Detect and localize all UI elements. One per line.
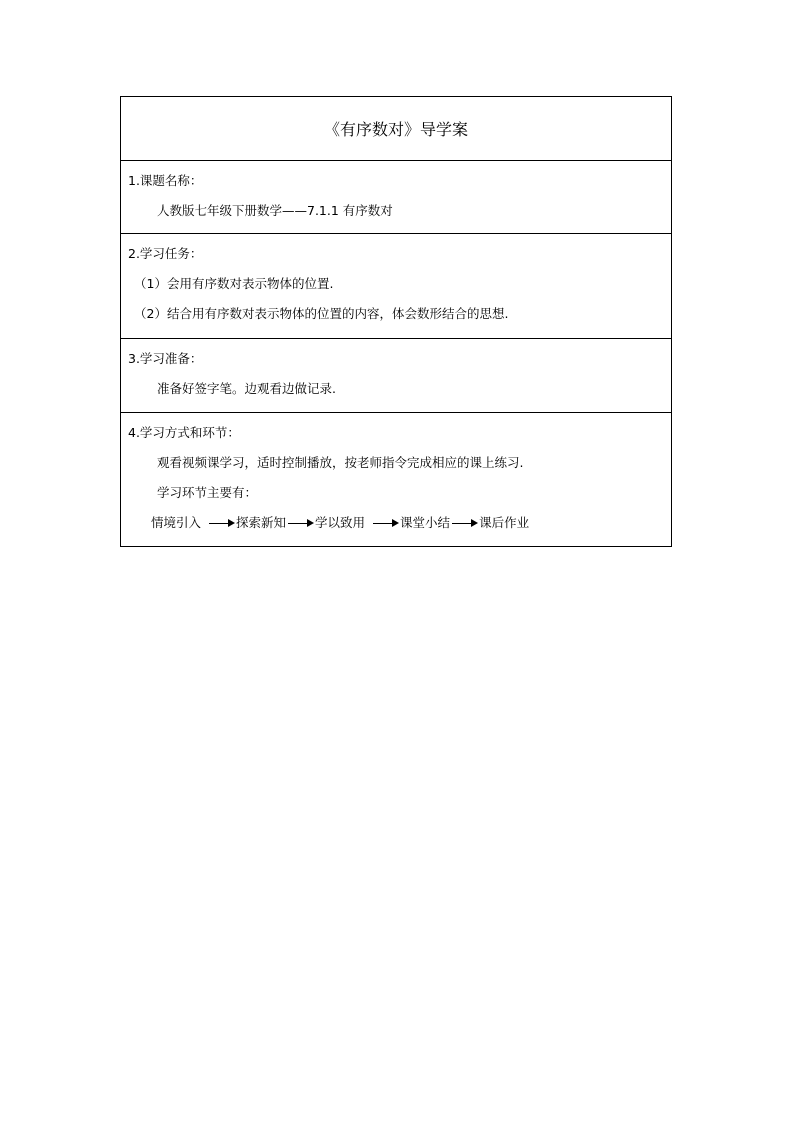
steps-heading: 学习环节主要有： <box>157 485 258 500</box>
method-content: 观看视频课学习，适时控制播放，按老师指令完成相应的课上练习. <box>157 455 524 470</box>
steps-flow <box>121 508 671 538</box>
arrow-right-icon <box>288 517 314 529</box>
section-topic <box>121 160 671 233</box>
step-label: 课堂小结 <box>400 515 451 530</box>
task-item: （2）结合用有序数对表示物体的位置的内容，体会数形结合的思想. <box>134 306 509 321</box>
preparation-content: 准备好签字笔。边观看边做记录. <box>157 381 336 396</box>
document-title: 《有序数对》导学案 <box>323 120 468 139</box>
section-tasks <box>121 233 671 338</box>
table-title-row <box>121 97 671 160</box>
step-label: 课后作业 <box>479 515 530 530</box>
step-label: 探索新知 <box>236 515 287 530</box>
section-heading: 4.学习方式和环节： <box>128 425 240 440</box>
step-label: 情境引入 <box>151 515 202 530</box>
arrow-right-icon <box>373 517 399 529</box>
step-label: 学以致用 <box>315 515 366 530</box>
lesson-plan-table <box>120 96 672 547</box>
task-item: （1）会用有序数对表示物体的位置. <box>134 276 334 291</box>
arrow-right-icon <box>452 517 478 529</box>
section-heading: 1.课题名称： <box>128 173 203 188</box>
section-preparation <box>121 338 671 412</box>
section-heading: 2.学习任务： <box>128 246 203 261</box>
topic-content: 人教版七年级下册数学——7.1.1 有序数对 <box>157 203 393 218</box>
arrow-right-icon <box>209 517 235 529</box>
section-heading: 3.学习准备： <box>128 351 203 366</box>
section-method <box>121 412 671 546</box>
